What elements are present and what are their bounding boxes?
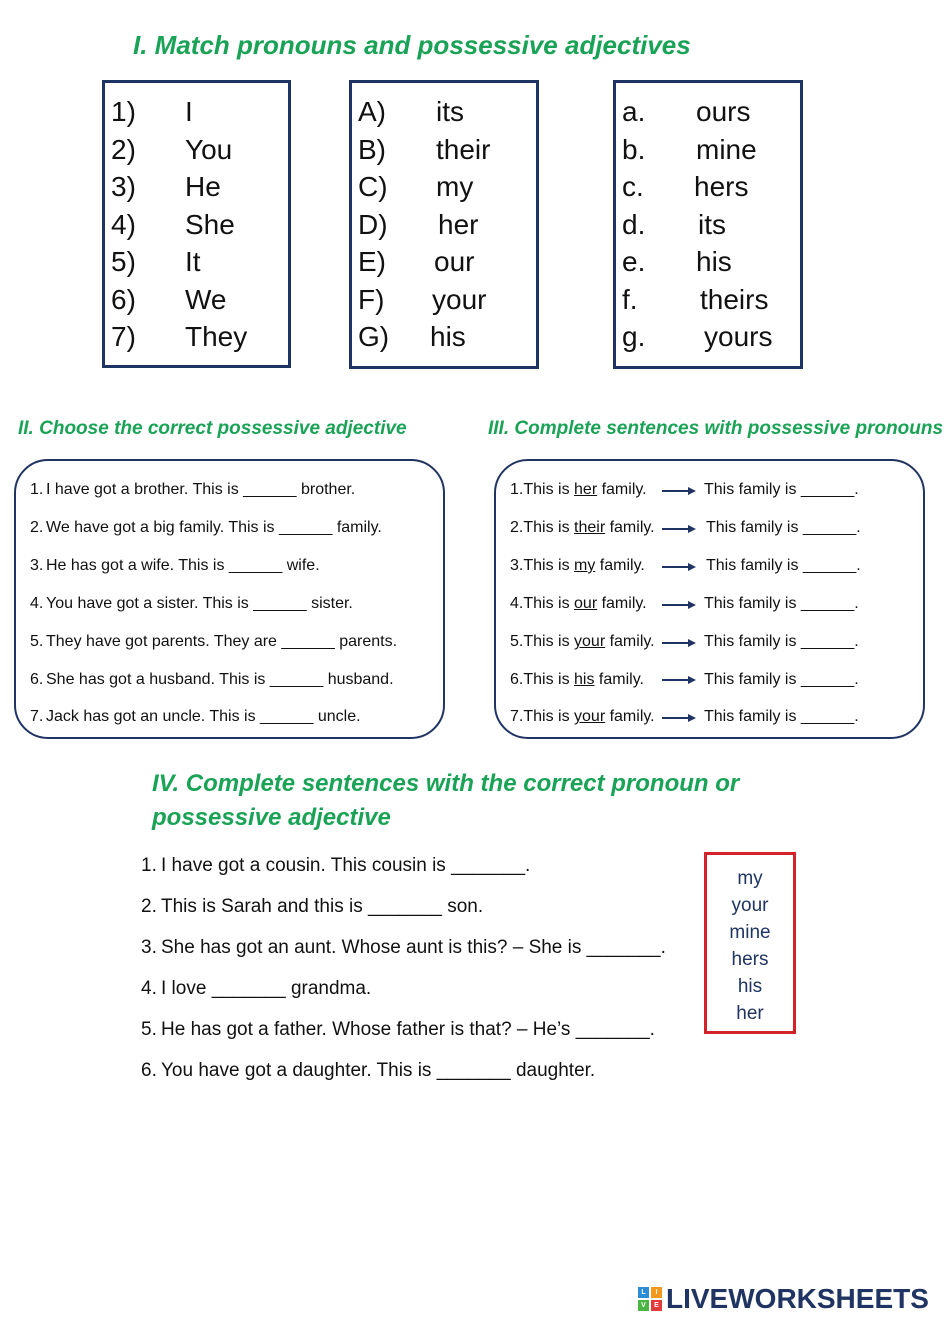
match-row: b. mine	[622, 133, 757, 165]
word-bank-item: mine	[729, 922, 771, 943]
answer-text: This family is ______.	[706, 519, 861, 536]
match-row: A) its	[358, 96, 464, 127]
arrow-right-icon	[662, 638, 696, 648]
list-item: 7. Jack has got an uncle. This is ______ uncle.	[30, 708, 361, 725]
word-bank-item: her	[736, 1003, 764, 1024]
list-item: 3.This is my family.	[510, 557, 645, 574]
match-row: B) their	[358, 133, 491, 165]
list-item: 1. I have got a brother. This is ______ brother.	[30, 481, 356, 498]
match-row: 6) We	[111, 283, 227, 315]
arrow-right-icon	[662, 713, 696, 723]
list-item: 6. She has got a husband. This is ______ husband.	[30, 671, 394, 688]
logo-text: LIVEWORKSHEETS	[666, 1283, 929, 1314]
arrow-right-icon	[662, 600, 696, 610]
section2-box	[14, 459, 445, 739]
match-row: E) our	[358, 246, 475, 277]
arrow-right-icon	[662, 486, 696, 496]
arrow-right-icon	[662, 675, 696, 685]
liveworksheets-logo	[638, 1284, 929, 1314]
match-row: e. his	[622, 246, 732, 277]
answer-text: This family is ______.	[704, 633, 859, 650]
match-row: f. theirs	[622, 283, 769, 315]
word-bank-item: hers	[731, 949, 769, 970]
list-item: 2. We have got a big family. This is ______ family.	[30, 519, 382, 536]
match-box-pronouns	[102, 80, 291, 368]
match-box-possessive-adjectives	[349, 80, 539, 369]
match-row: G) his	[358, 321, 466, 352]
word-bank-item: my	[737, 868, 763, 889]
list-item: 2. This is Sarah and this is _______ son.	[141, 896, 484, 917]
section1-title: I. Match pronouns and possessive adjectives	[133, 30, 691, 60]
arrow-right-icon	[662, 524, 696, 534]
match-row: 1) I	[111, 96, 193, 127]
list-item: 5. They have got parents. They are ______ parents.	[30, 633, 398, 650]
answer-text: This family is ______.	[704, 708, 859, 725]
word-bank-item: your	[731, 895, 769, 916]
match-row: d. its	[622, 208, 726, 240]
answer-text: This family is ______.	[704, 595, 859, 612]
answer-text: This family is ______.	[706, 557, 861, 574]
answer-text: This family is ______.	[704, 481, 859, 498]
list-item: 4. I love _______ grandma.	[141, 978, 372, 999]
match-row: 7) They	[111, 321, 248, 352]
list-item: 1.This is her family.	[510, 481, 647, 498]
match-row: F) your	[358, 283, 487, 315]
list-item: 5.This is your family.	[510, 633, 655, 650]
match-row: a. ours	[622, 96, 751, 127]
section3-box	[494, 459, 925, 739]
list-item: 3. He has got a wife. This is ______ wife.	[30, 557, 320, 574]
match-row: 2) You	[111, 133, 233, 165]
match-box-possessive-pronouns	[613, 80, 803, 369]
arrow-right-icon	[662, 562, 696, 572]
match-row: g. yours	[622, 321, 773, 352]
list-item: 6.This is his family.	[510, 671, 644, 688]
list-item: 5. He has got a father. Whose father is that? – He’s _______.	[141, 1019, 655, 1040]
word-bank-item: his	[737, 976, 763, 997]
section4-title: IV. Complete sentences with the correct pronoun or possessive adjective	[152, 770, 740, 831]
list-item: 4.This is our family.	[510, 595, 647, 612]
list-item: 6. You have got a daughter. This is _______ daughter.	[141, 1060, 596, 1081]
logo-tiles-icon: L I V E	[638, 1287, 662, 1311]
match-row: 5) It	[111, 246, 201, 277]
match-row: 3) He	[111, 171, 221, 202]
list-item: 2.This is their family.	[510, 519, 655, 536]
list-item: 7.This is your family.	[510, 708, 655, 725]
section2-title: II. Choose the correct possessive adjective	[18, 418, 407, 439]
answer-text: This family is ______.	[704, 671, 859, 688]
match-row: 4) She	[111, 208, 235, 240]
list-item: 4. You have got a sister. This is ______ sister.	[30, 595, 353, 612]
match-row: D) her	[358, 208, 479, 240]
match-row: C) my	[358, 171, 474, 202]
section3-title: III. Complete sentences with possessive pronouns	[488, 418, 944, 439]
list-item: 1. I have got a cousin. This cousin is _______.	[141, 855, 531, 876]
list-item: 3. She has got an aunt. Whose aunt is this? – She is _______.	[141, 937, 666, 958]
word-bank	[704, 852, 796, 1034]
match-row: c. hers	[622, 171, 749, 202]
